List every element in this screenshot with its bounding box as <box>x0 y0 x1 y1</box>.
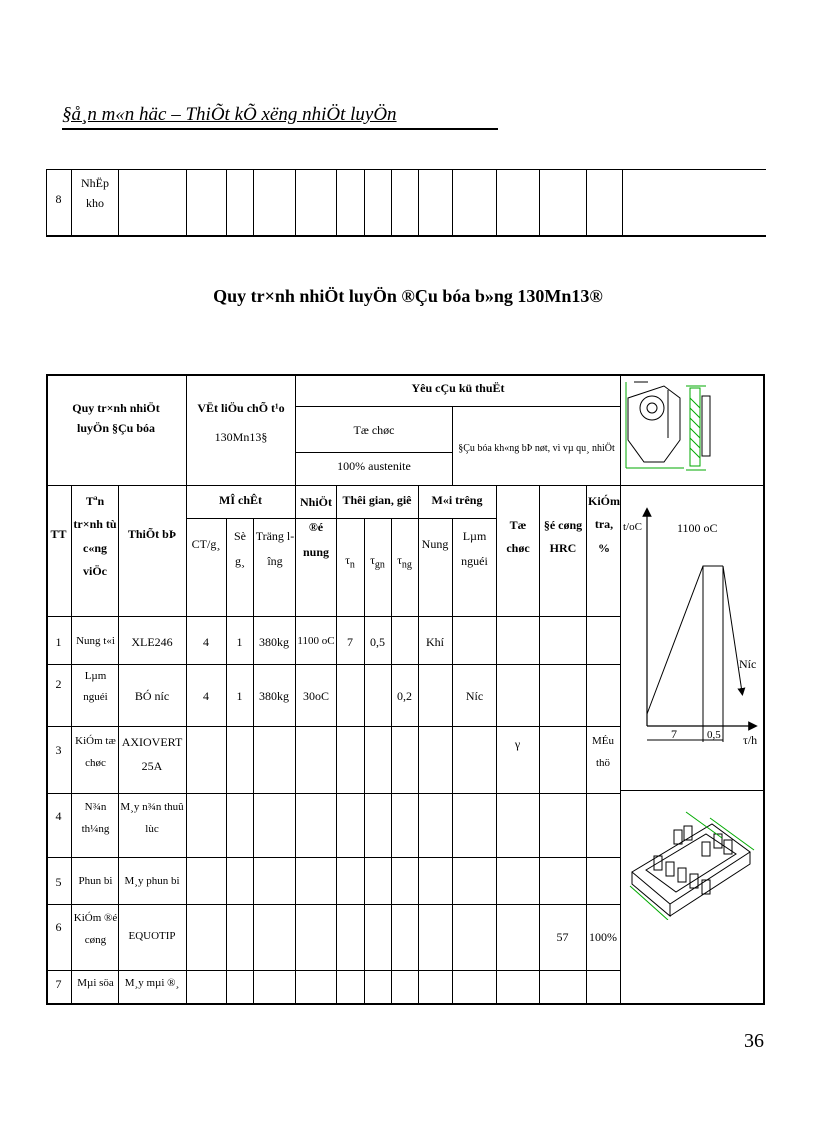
top-row-name: NhËp kho <box>81 176 109 211</box>
material-label: VËt liÖu chÕ t¹o <box>197 401 285 415</box>
material-value: 130Mn13§ <box>214 430 268 444</box>
col-hardness: §é cøng HRC <box>543 518 583 555</box>
col-equipment: ThiÕt bÞ <box>127 527 177 541</box>
part-drawing <box>624 378 760 478</box>
col-mode-ct: CT/g¸ <box>191 537 221 551</box>
col-tau-ng: $\tau_{ng}$ <box>397 553 412 571</box>
col-medium-heat: Nung <box>421 537 449 551</box>
top-row-tt: 8 <box>55 192 62 206</box>
structure-value: 100% austenite <box>337 459 411 473</box>
col-mode-weight: Träng lîng <box>255 529 295 569</box>
process-table: Quy tr×nh nhiÖt luyÖn §Çu bóa VËt liÖu chÕ t¹o 130Mn13§ Yêu cÇu kü thuËt Tæ chøc 100% austenite §Çu bóa kh«ng bÞ nøt, vì vµ qu¸ nhiÖt TT Tªn tr×nh tù c«ng viÖc ThiÕt bÞ MÎ chÊt CT/g¸ Sè g¸ Träng lîng NhiÖt ®é nung Thêi gian, giê $\tau_n$ $\tau_{gn}$ $\tau_{ng}$ M«i trêng Nung Lµm nguéi Tæ chøc §é cøng HRC KiÓm tra, % 1 Nung t«i XLE246 4 1 380kg 1100 oC 7 0,5 Khí 2 Lµm nguéi BÓ níc 4 1 380kg 30oC 0,2 Níc 3 KiÓm tæ chøc AXIOVERT 25A γ MÉu thö 4 N¾n th¼ng M¸y n¾n thuû lùc 5 Phun bi M¸y phun bi 6 KiÓm ®é cøng EQUOTIP 57 100% 7 Mµi söa M¸y mµi ®¸ t/oC 1100 oC Níc 7 0,5 τ/h <box>46 374 765 1005</box>
y-axis-label: t/oC <box>623 521 642 533</box>
top-table <box>46 169 766 236</box>
requirement-text: §Çu bóa kh«ng bÞ nøt, vì vµ qu¸ nhiÖt <box>458 443 615 454</box>
process-label: Quy tr×nh nhiÖt luyÖn §Çu bóa <box>72 401 160 436</box>
header-rule <box>62 128 498 130</box>
col-temp: NhiÖt ®é nung <box>299 495 332 560</box>
col-tt: TT <box>50 527 67 541</box>
structure-label: Tæ chøc <box>353 423 395 437</box>
heat-time-label: 7 <box>671 727 677 741</box>
col-mode-count: Sè g¸ <box>234 529 246 569</box>
cool-medium-label: Níc <box>739 657 757 671</box>
heating-curve <box>647 566 723 714</box>
heat-treatment-diagram <box>621 486 765 790</box>
col-time: Thêi gian, giê <box>342 493 412 507</box>
requirements-label: Yêu cÇu kü thuËt <box>411 381 505 395</box>
fixture-drawing <box>626 800 758 920</box>
peak-temp-label: 1100 oC <box>677 521 718 535</box>
x-axis-label: τ/h <box>743 733 758 747</box>
col-tau-gn: $\tau_{gn}$ <box>370 553 385 571</box>
col-inspection: KiÓm tra, % <box>588 494 620 555</box>
col-medium: M«i trêng <box>431 493 483 507</box>
document-header-title: §å¸n m«n häc – ThiÕt kÕ xëng nhiÖt luyÖn <box>62 104 397 125</box>
col-mode: MÎ chÊt <box>219 493 262 507</box>
col-tau-n: $\tau_n$ <box>345 553 355 571</box>
section-title: Quy tr×nh nhiÖt luyÖn ®Çu bóa b»ng 130Mn13® <box>213 286 603 306</box>
col-medium-cool: Lµm nguéi <box>461 529 488 569</box>
cooling-curve <box>723 566 742 692</box>
col-step: Tªn tr×nh tù c«ng viÖc <box>73 494 117 579</box>
hold-time-label: 0,5 <box>707 729 721 741</box>
page-number: 36 <box>744 1030 764 1052</box>
col-structure: Tæ chøc <box>506 518 530 555</box>
